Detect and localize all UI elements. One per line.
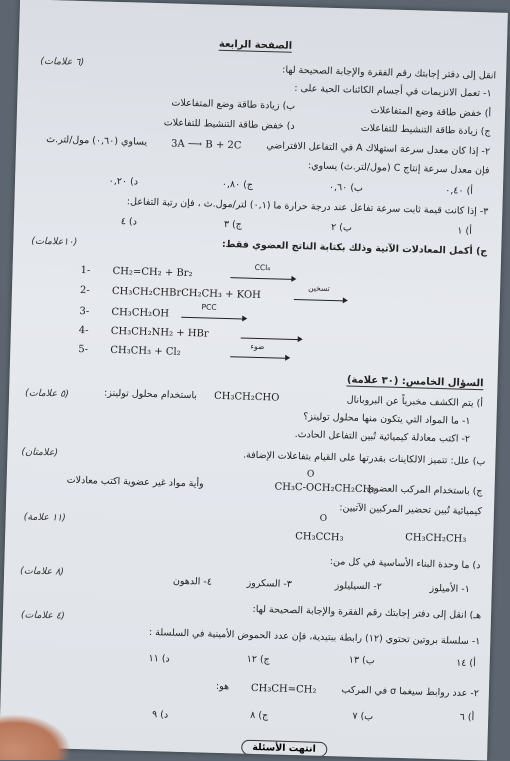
eq5-arrow <box>230 356 286 359</box>
q2-option-c: ج) ٠,٨٠ <box>221 178 254 191</box>
q5-e-q1-option-c: ج) ١٢ <box>246 653 270 666</box>
q2-option-a: أ) ٠,٤٠ <box>445 185 474 197</box>
eq4-arrow <box>241 337 299 340</box>
q5-e-q2-option-b: ب) ٧ <box>352 710 374 723</box>
eq2-condition: تسخين <box>308 283 330 293</box>
q5-a-stem: أ) يتم الكشف مخبرياً عن البروبانال <box>346 394 484 410</box>
q5-e-q2-option-c: ج) ٨ <box>250 709 269 722</box>
marks-q5-c: (١١ علامة) <box>23 511 66 524</box>
marks-q5-a: (٥ علامات) <box>24 387 70 400</box>
q1-option-c: ج) زيادة طاقة التنشيط للتفاعلات <box>360 122 491 138</box>
eq4-num: 4- <box>78 324 89 337</box>
marks-part-c: (١٠علامات) <box>31 235 78 248</box>
q3-option-a: أ) ١ <box>457 225 472 237</box>
q1-option-b: ب) زيادة طاقة وضع المتفاعلات <box>171 97 296 112</box>
eq5-lhs: CH₃CH₃ + Cl₂ <box>110 344 181 358</box>
marks-q5-e: (٤ علامات) <box>20 609 65 622</box>
page-title: الصفحة الرابعة <box>218 38 293 52</box>
q5-c-stem-end: وأية مواد غير عضوية اكتب معادلات <box>66 474 204 490</box>
end-of-questions: انتهت الأسئلة <box>241 740 327 757</box>
eq3-num: 3- <box>79 305 90 318</box>
eq1-condition: CCl₄ <box>254 262 271 273</box>
q3-stem: ٣- إذا كانت قيمة ثابت سرعة تفاعل عند درجة حرارة ما (٠,١) لتر/مول.ث ، فإن رتبة التفاعل: <box>126 196 489 218</box>
q5-e-q2-option-d: د) ٩ <box>151 709 169 721</box>
q5-e-q1-option-b: ب) ١٣ <box>348 654 375 667</box>
marks-q4: (٦ علامات) <box>40 55 85 68</box>
q2-stem: ٢- إذا كان معدل سرعة استهلاك A في التفاعل الافتراضي <box>266 140 491 158</box>
q5-e-q2-stem-end: هو: <box>215 680 230 693</box>
q5-e-q1-stem: ١- سلسلة بروتين تحتوي (١٢) رابطة ببتيدية، فإن عدد الحموض الأمينية في السلسلة : <box>148 627 481 648</box>
q5-c-ester-formula: CH₃C-OCH₂CH₂CH₃ <box>274 481 376 496</box>
q1-option-a: أ) خفض طاقة وضع المتفاعلات <box>370 105 492 120</box>
q5-e-q1-option-a: أ) ١٤ <box>455 657 476 670</box>
q5-title: السؤال الخامس: (٣٠ علامة) <box>346 374 484 390</box>
q5-e-q2-stem: ٢- عدد روابط سيغما σ في المركب <box>341 684 480 700</box>
q2-equation: 3A ⟶ B + 2C <box>170 138 242 152</box>
q3-option-c: ج) ٣ <box>223 218 243 231</box>
q5-c-line2: كيميائية تُبين تحضير المركبين الآتيين: <box>339 502 483 518</box>
eq2-num: 2- <box>79 284 90 297</box>
q5-e-q1-option-d: د) ١١ <box>148 653 170 665</box>
q5-d-stem: د) ما وحدة البناء الأساسية في كل من: <box>329 556 481 572</box>
q5-a-stem-end: باستخدام محلول تولينز: <box>103 387 198 402</box>
q2-stem2: فإن معدل سرعة إنتاج C (مول/لتر.ث) يساوي: <box>307 160 490 177</box>
q5-e-instruction: هـ) انقل إلى دفتر إجابتك رقم الفقرة والإجابة الصحيحة لها: <box>252 603 482 622</box>
q2-rate: يساوي (٠,٦٠) مول/لتر.ث <box>46 133 148 148</box>
q3-option-d: د) ٤ <box>120 216 138 228</box>
q5-e-q2-option-a: أ) ٦ <box>459 711 475 724</box>
q5-c-ester-oxygen: O <box>306 469 315 480</box>
q5-c-ketone-oxygen: O <box>319 513 328 524</box>
part-c-instruction: ج) أكمل المعادلات الآتية وذلك بكتابة الناتج العضوي فقط: <box>221 238 488 258</box>
q1-option-d: د) خفض طاقة التنشيط للتفاعلات <box>163 117 295 132</box>
q5-c-ketone: CH₃CCH₃ <box>295 531 344 544</box>
q5-b-text: ب) علل: تتميز الالكاينات بقدرتها على القيام بتفاعلات الإضافة. <box>242 449 486 468</box>
eq3-arrow <box>181 317 243 320</box>
eq3-lhs: CH₃CH₂OH <box>111 306 170 320</box>
q5-a-item-2: ٢- اكتب معادلة كيميائية تُبين التفاعل الحادث. <box>294 429 471 445</box>
q3-option-b: ب) ٢ <box>330 221 352 234</box>
eq4-lhs: CH₃CH₂NH₂ + HBr <box>110 325 209 340</box>
eq5-condition: ضوء <box>250 341 265 352</box>
q5-d-item-4: ٤- الدهون <box>172 575 213 588</box>
eq1-arrow <box>230 277 292 280</box>
q5-a-item-1: ١- ما المواد التي يتكون منها محلول تولينز؟ <box>303 411 471 427</box>
eq2-arrow <box>294 299 344 301</box>
marks-q5-d: (٨ علامات) <box>19 565 65 578</box>
eq5-num: 5- <box>78 343 89 356</box>
q5-c-propane: CH₃CH₂CH₃ <box>405 532 467 545</box>
eq2-lhs: CH₃CH₂CHBrCH₂CH₃ + KOH <box>111 285 261 302</box>
q5-d-item-1: ١- الأميلوز <box>429 582 470 595</box>
q5-a-formula: CH₃CH₂CHO <box>213 390 280 404</box>
finger <box>0 715 70 760</box>
eq1-num: 1- <box>80 264 91 277</box>
q2-option-b: ب) ٠,٦٠ <box>328 181 364 194</box>
instruction-q4: انقل إلى دفتر إجابتك رقم الفقرة والإجابة الصحيحة لها: <box>282 64 497 82</box>
q1-stem: ١- تعمل الانزيمات في أجسام الكائنات الحية على : <box>294 82 492 100</box>
q5-d-item-3: ٣- السكروز <box>246 577 293 591</box>
q5-c-stem: ج) باستخدام المركب العضوي <box>366 483 483 498</box>
marks-q5-b: (علامتان) <box>21 446 59 459</box>
q5-d-item-2: ٢- السيليلوز <box>334 580 382 593</box>
eq3-condition: PCC <box>201 302 217 312</box>
eq1-lhs: CH₂=CH₂ + Br₂ <box>112 265 193 280</box>
q2-option-d: د) ٠,٢٠ <box>108 175 139 188</box>
q5-e-q2-formula: CH₃CH=CH₂ <box>250 682 317 696</box>
